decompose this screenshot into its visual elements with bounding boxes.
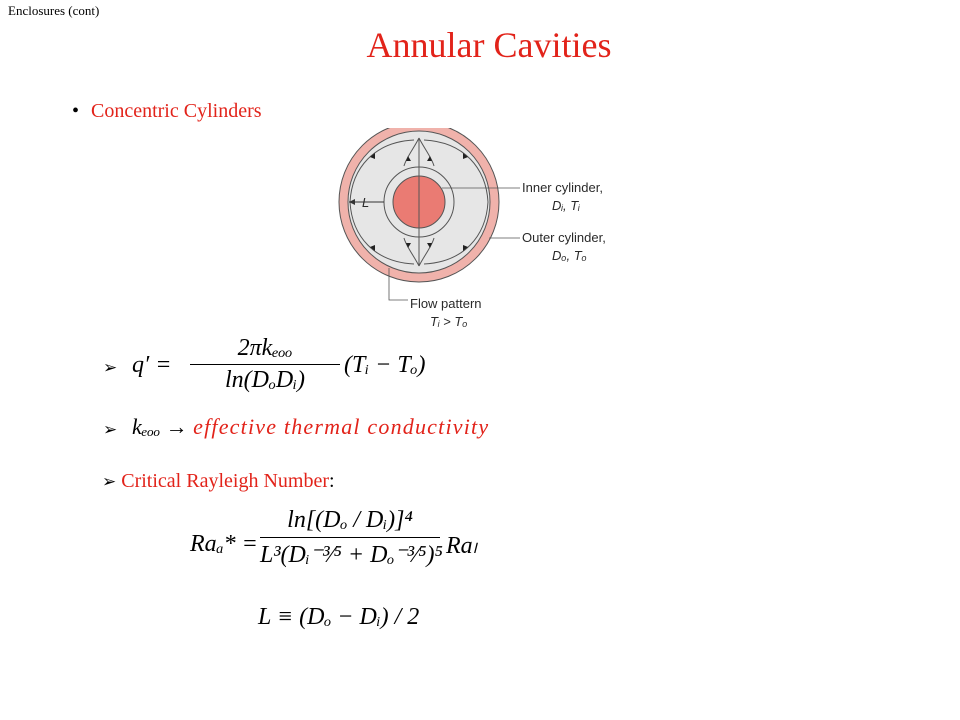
arrow-bullet-icon: ➢ (102, 472, 117, 492)
gap-length-definition: L ≡ (Dₒ − Dᵢ) / 2 (258, 604, 420, 630)
eq1-fraction-bar (190, 364, 340, 365)
eq3-denominator: L³(Dᵢ⁻³⁄⁵ + Dₒ⁻³⁄⁵)⁵ (260, 542, 443, 568)
eq3-fraction-bar (260, 537, 440, 538)
keff-description: effective thermal conductivity (193, 414, 490, 439)
outer-cylinder-sub: Dₒ, Tₒ (552, 248, 587, 263)
heat-rate-equation (132, 334, 426, 394)
eq3-rhs: Raₗ (446, 533, 477, 559)
eq1-numerator: 2πkₑₒₒ (237, 335, 293, 361)
gap-label: L (362, 195, 370, 210)
flow-pattern-label: Flow pattern (410, 296, 482, 311)
arrow-bullet-icon: ➢ (103, 420, 118, 440)
flow-pattern-sub: Tᵢ > Tₒ (430, 314, 468, 329)
slide-title: Annular Cavities (366, 25, 612, 65)
outer-cylinder-label: Outer cylinder, (522, 230, 606, 245)
concentric-cylinders-diagram (334, 128, 634, 338)
keff-definition (132, 414, 489, 440)
eq1-rhs: (Tᵢ − Tₒ) (344, 352, 426, 378)
slide-header: Enclosures (cont) (8, 3, 100, 18)
eq1-lhs: q′ = (132, 352, 172, 378)
eq1-fraction (190, 334, 340, 393)
bullet-critical-rayleigh (102, 470, 335, 493)
bullet-text: Critical Rayleigh Number (121, 470, 329, 492)
bullet-colon: : (328, 470, 335, 492)
keff-symbol: kₑₒₒ → (132, 414, 188, 439)
eq3-lhs: Raₐ* = (190, 531, 258, 557)
bullet-dot: • (72, 100, 80, 122)
inner-cylinder-label: Inner cylinder, (522, 180, 603, 195)
eq3-numerator: ln[(Dₒ / Dᵢ)]⁴ (287, 507, 413, 533)
arrow-bullet-icon: ➢ (103, 358, 118, 378)
inner-cylinder-sub: Dᵢ, Tᵢ (552, 198, 580, 213)
eq3-fraction (260, 505, 443, 570)
eq1-denominator: ln(DₒDᵢ) (225, 367, 305, 393)
bullet-text: Concentric Cylinders (91, 100, 262, 122)
bullet-concentric-cylinders (72, 100, 262, 123)
critical-rayleigh-equation (190, 505, 520, 585)
